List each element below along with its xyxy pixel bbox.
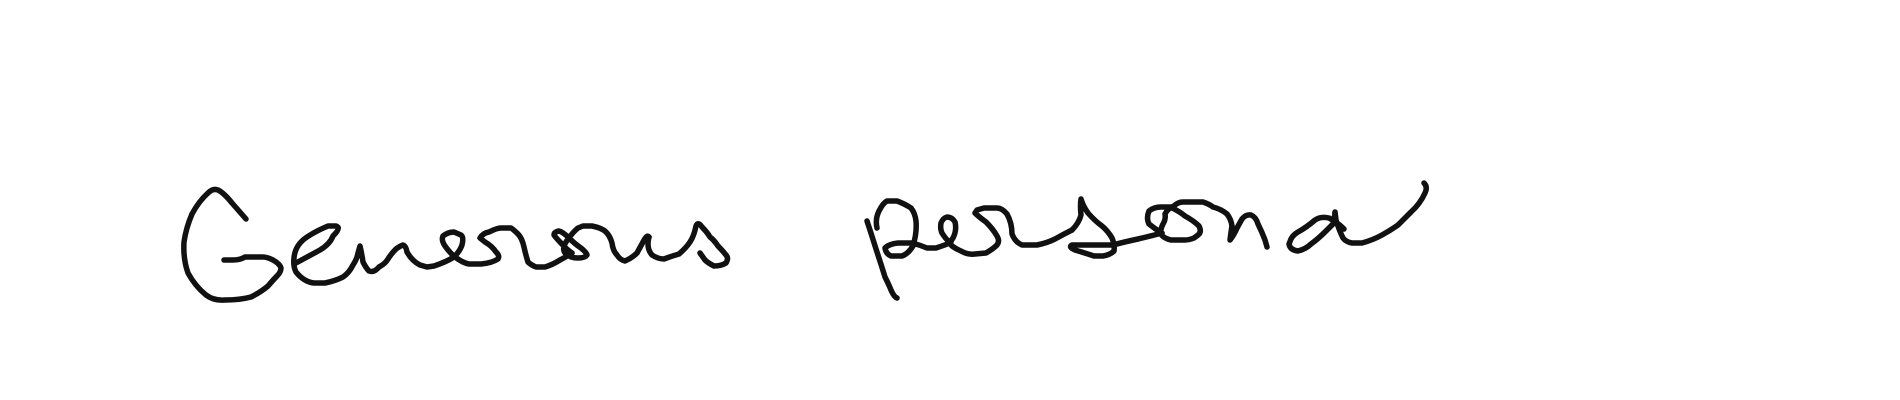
stroke-letter-n-2 [1230, 215, 1267, 247]
word-persona [867, 183, 1426, 298]
stroke-letter-o [554, 226, 649, 261]
word-generous [184, 189, 728, 300]
stroke-letter-e [294, 226, 454, 283]
stroke-letter-a [1289, 183, 1426, 251]
stroke-letter-p-stem [867, 221, 897, 298]
stroke-letter-u [648, 224, 728, 266]
stroke-letter-s [1071, 199, 1162, 256]
stroke-letter-e-2 [941, 208, 1072, 254]
stroke-letter-o-2 [1148, 202, 1233, 240]
stroke-letter-G [184, 189, 281, 300]
